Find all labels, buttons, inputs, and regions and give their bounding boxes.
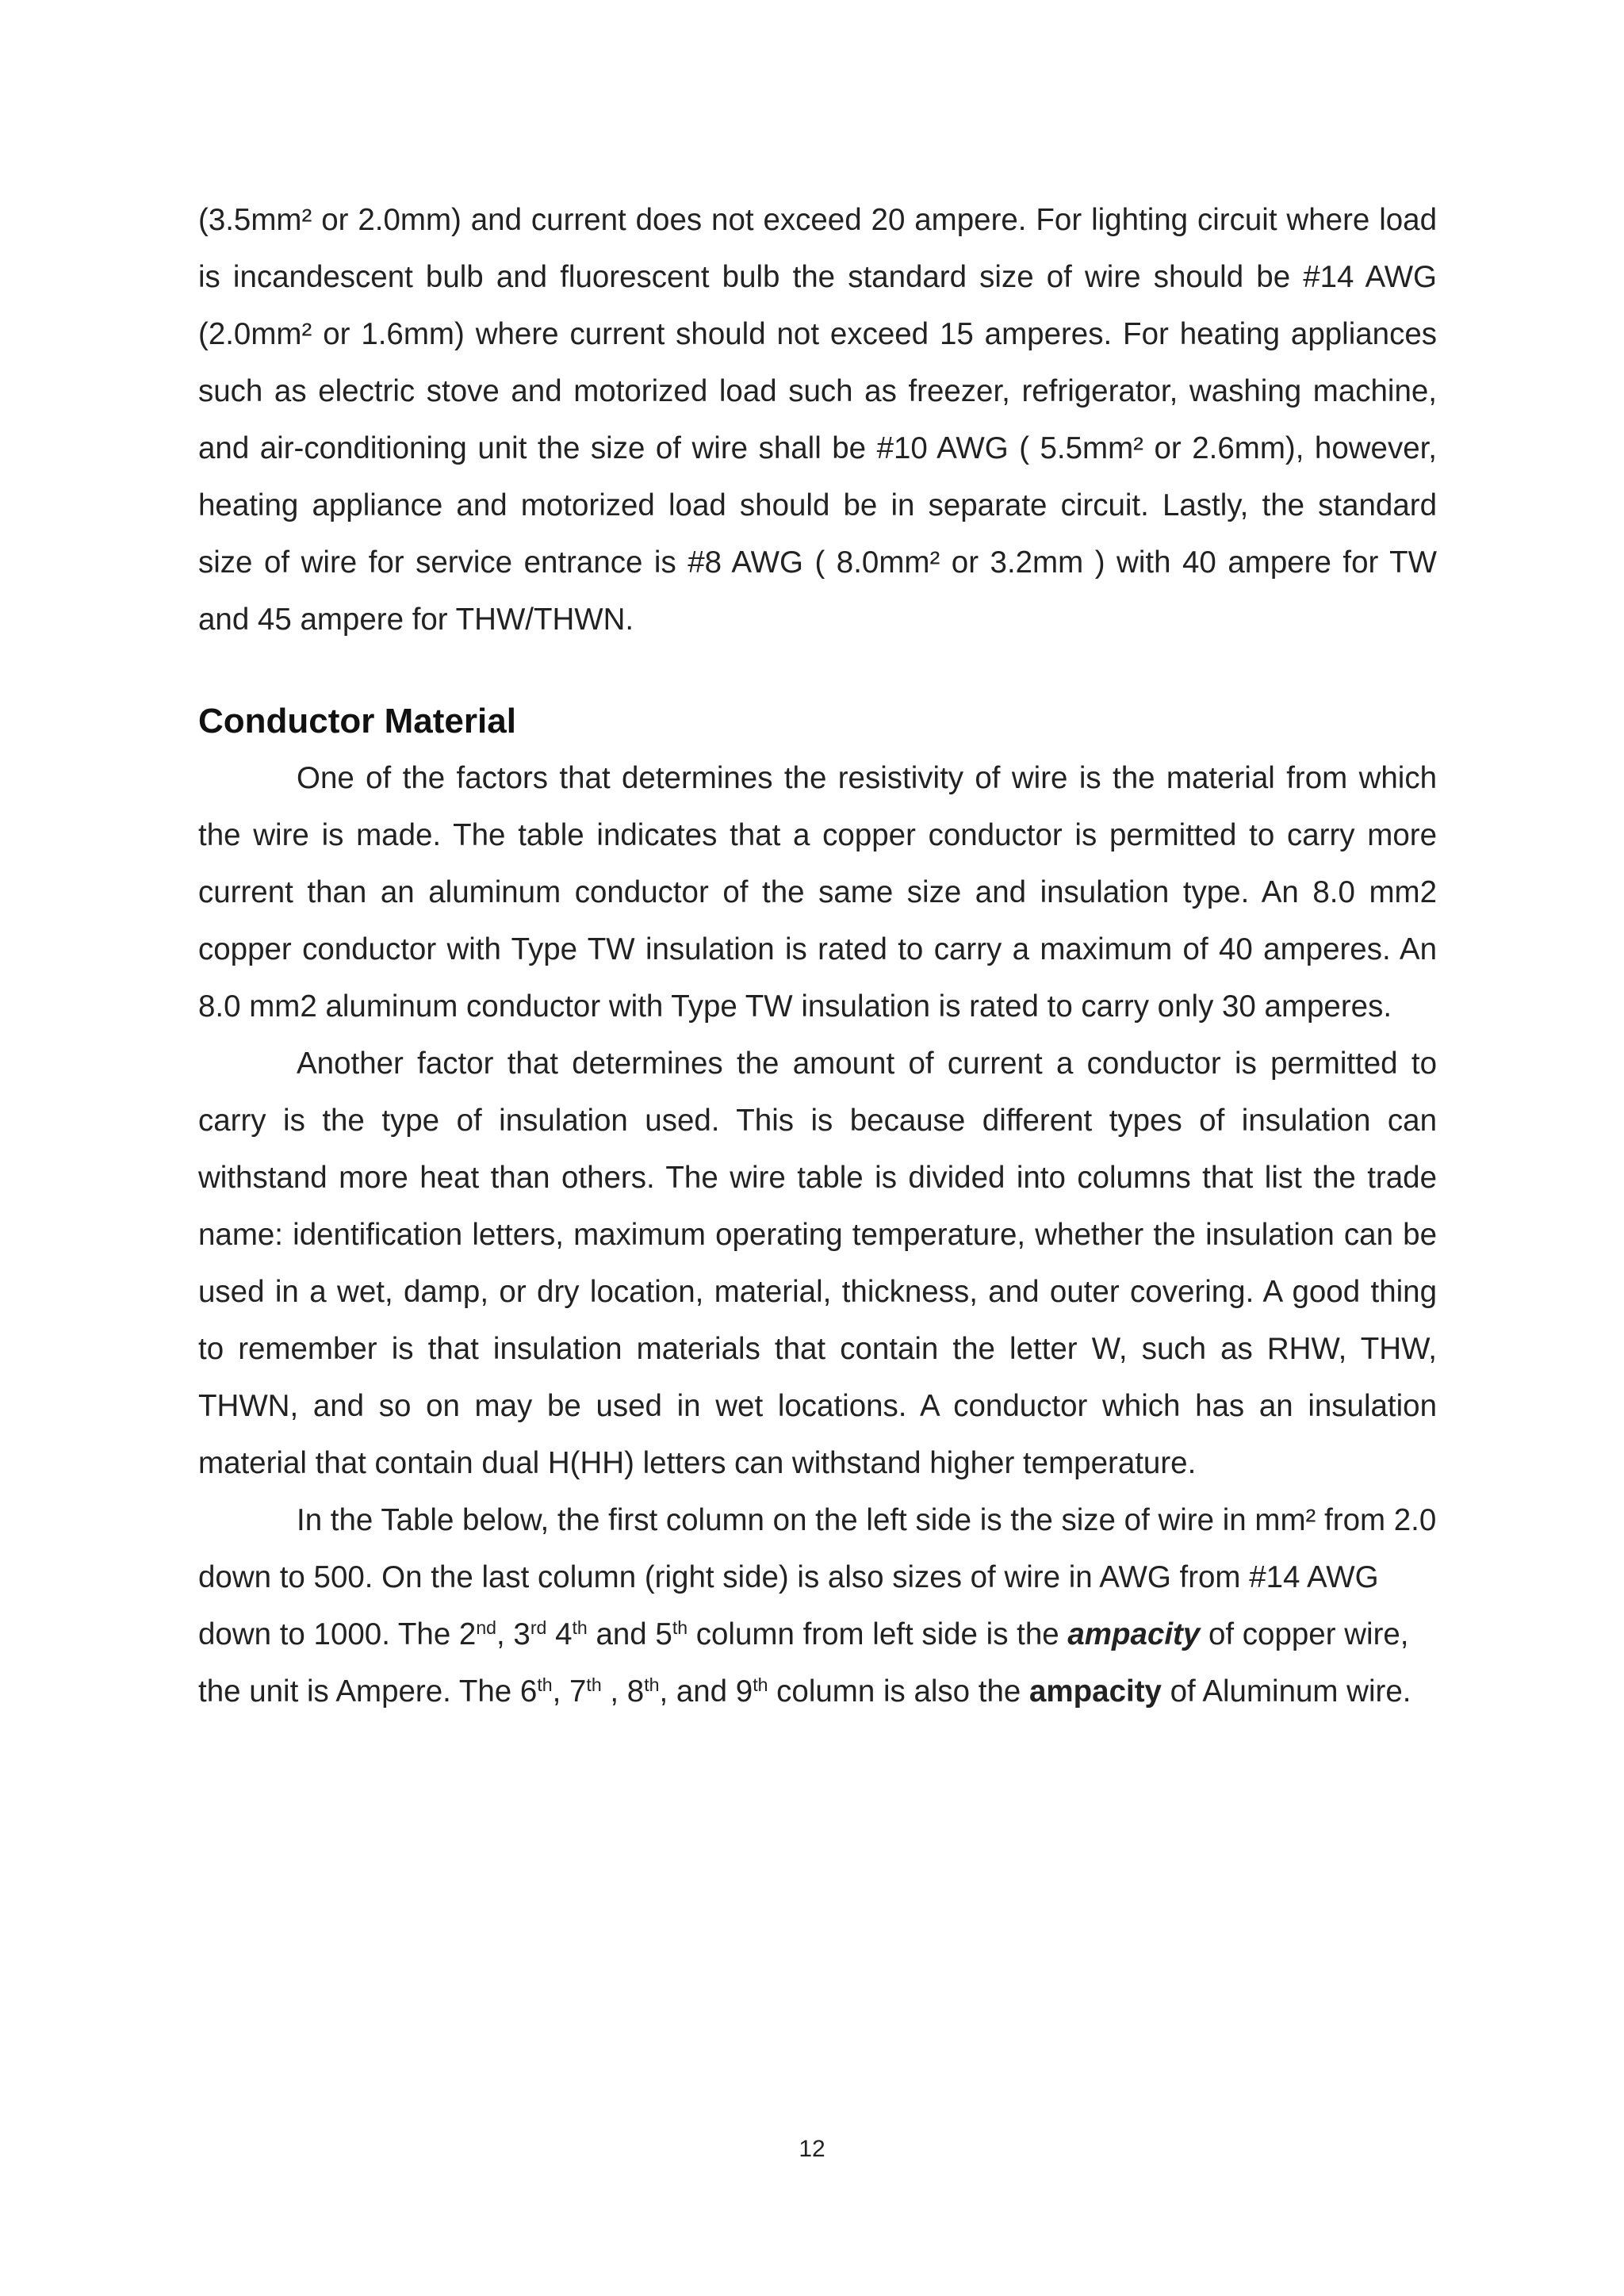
insulation-paragraph: Another factor that determines the amount of current a conductor is permitted to carry is the type of insulation used. This is because different types of insulation can withstand more heat than others. The wire table is divided into columns that list the trade name: identification letters, maximum operating temperature, whether the insulation can be used in a wet, damp, or dry location, material, thickness, and outer covering. A good thing to remember is that insulation materials that contain the letter W, such as RHW, THW, THWN, and so on may be used in wet locations. A conductor which has an insulation material that contain dual H(HH) letters can withstand higher temperature. (198, 1047, 1437, 1480)
text-run: , 3 (496, 1617, 530, 1651)
text-run: In the Table below, the first column on the left side is the size of wire in mm² from 2.0 down to 500. On the last column (right side) is also sizes of wire in AWG from #14 AWG down to 1000. The 2 (198, 1503, 1437, 1651)
material-paragraph: One of the factors that determines the resistivity of wire is the material from which the wire is made. The table indicates that a copper conductor is permitted to carry more current than an aluminum conductor of the same size and insulation type. An 8.0 mm2 copper conductor with Type TW insulation is rated to carry a maximum of 40 amperes. An 8.0 mm2 aluminum conductor with Type TW insulation is rated to carry only 30 amperes. (198, 761, 1437, 1024)
text-run: , 8 (601, 1674, 645, 1709)
text-run: column is also the (768, 1674, 1030, 1709)
text-run: , 7 (552, 1674, 587, 1709)
text-run: and 5 (587, 1617, 672, 1651)
text-run: 4 (546, 1617, 573, 1651)
superscript: nd (476, 1617, 497, 1639)
superscript: th (537, 1674, 553, 1696)
ampacity-bold: ampacity (1029, 1674, 1162, 1709)
text-run: , and 9 (659, 1674, 753, 1709)
ampacity-emphasis: ampacity (1067, 1617, 1201, 1651)
text-run: of copper wire, the unit is Ampere. The 6 (198, 1617, 1409, 1709)
superscript: th (644, 1674, 660, 1696)
table-description-paragraph (198, 1492, 1437, 1720)
superscript: th (753, 1674, 768, 1696)
superscript: th (572, 1617, 588, 1639)
superscript: rd (530, 1617, 547, 1639)
intro-paragraph: (3.5mm² or 2.0mm) and current does not exceed 20 ampere. For lighting circuit where load is incandescent bulb and fluorescent bulb the standard size of wire should be #14 AWG (2.0mm² or 1.6mm) where current should not exceed 15 amperes. For heating appliances such as electric stove and motorized load such as freezer, refrigerator, washing machine, and air-conditioning unit the size of wire shall be #10 AWG ( 5.5mm² or 2.6mm), however, heating appliance and motorized load should be in separate circuit. Lastly, the standard size of wire for service entrance is #8 AWG ( 8.0mm² or 3.2mm ) with 40 ampere for TW and 45 ampere for THW/THWN. (198, 203, 1437, 637)
section-title: Conductor Material (198, 702, 516, 740)
page-number: 12 (799, 2136, 825, 2162)
document-page (198, 192, 1437, 1720)
text-run: of Aluminum wire. (1161, 1674, 1411, 1709)
superscript: th (586, 1674, 602, 1696)
text-run: column from left side is the (688, 1617, 1068, 1651)
superscript: th (672, 1617, 688, 1639)
